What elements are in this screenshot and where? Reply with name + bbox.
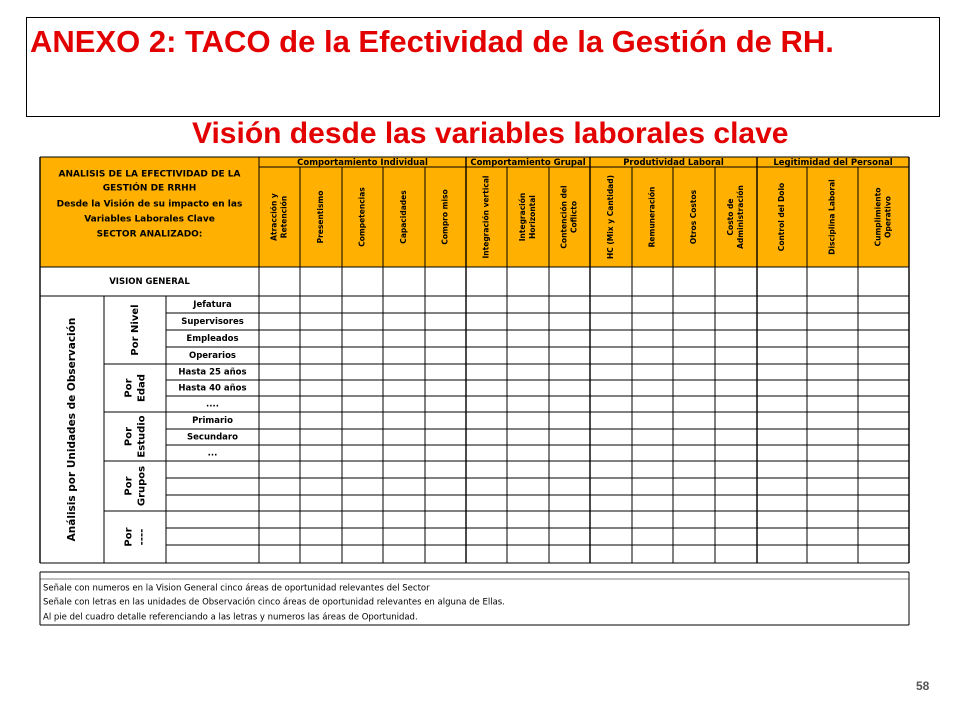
column-header: Administración xyxy=(736,185,745,249)
note-line: Al pie del cuadro detalle referenciando a las letras y numeros las áreas de Oportunidad. xyxy=(43,612,418,623)
section-label: ---- xyxy=(136,528,148,546)
header-box-line: GESTIÓN DE RRHH xyxy=(102,183,197,194)
page-subtitle: Visión desde las variables laborales clave xyxy=(192,117,789,150)
section-label: Por xyxy=(123,378,135,398)
column-header: HC (Mix y Cantidad) xyxy=(606,174,615,260)
row-label: .... xyxy=(206,399,219,410)
section-label: Estudio xyxy=(136,415,148,458)
note-line: Señale con letras en las unidades de Observación cinco áreas de oportunidad relevantes en alguna de Ellas. xyxy=(43,597,505,608)
header-box-line: SECTOR ANALIZADO: xyxy=(96,229,203,240)
column-header: Remuneración xyxy=(647,186,657,248)
page-title: ANEXO 2: TACO de la Efectividad de la Gestión de RH. xyxy=(30,24,834,59)
column-header: Coflicto xyxy=(569,201,579,233)
column-header: Integración xyxy=(518,192,527,242)
column-header: Control del Dolo xyxy=(777,182,786,252)
group-title: Produtividad Laboral xyxy=(623,158,724,168)
section-label: Edad xyxy=(136,374,148,402)
note-line: Señale con numeros en la Vision General cinco áreas de oportunidad relevantes del Sector xyxy=(43,583,430,594)
row-label: Empleados xyxy=(186,334,239,344)
header-box-line: ANALISIS DE LA EFECTIVIDAD DE LA xyxy=(58,169,241,180)
vision-general-label: VISION GENERAL xyxy=(109,277,190,287)
header-box-line: Variables Laborales Clave xyxy=(84,214,215,225)
row-label: Hasta 40 años xyxy=(178,383,247,394)
row-label: Primario xyxy=(192,416,233,426)
row-label: Hasta 25 años xyxy=(178,367,247,378)
column-header: Compro miso xyxy=(440,189,450,245)
row-label: Supervisores xyxy=(181,317,244,327)
column-header: Retención xyxy=(279,195,289,239)
row-label: Secundaro xyxy=(187,432,238,443)
group-title: Comportamiento Individual xyxy=(297,158,428,168)
header-box-line: Desde la Visión de su impacto en las xyxy=(56,199,243,210)
group-title: Legitimidad del Personal xyxy=(773,158,893,168)
column-header: Integración vertical xyxy=(481,175,491,259)
column-header: Competencias xyxy=(357,187,367,247)
group-title: Comportamiento Grupal xyxy=(470,158,586,168)
section-label: Por xyxy=(123,426,135,447)
section-label: Por xyxy=(123,527,135,547)
column-header: Cumplimiento xyxy=(873,187,883,247)
row-label: Jefatura xyxy=(193,300,232,310)
section-label: Por Nivel xyxy=(130,304,141,356)
page-number: 58 xyxy=(916,679,930,693)
section-label: Por xyxy=(123,476,135,496)
analysis-label: Análisis por Unidades de Observación xyxy=(66,317,78,542)
column-header: Contención del xyxy=(559,185,569,249)
column-header: Disciplina Laboral xyxy=(827,179,837,255)
column-header: Otros Costos xyxy=(689,189,698,245)
section-label: Grupos xyxy=(136,465,148,507)
column-header: Presentismo xyxy=(316,190,325,244)
column-header: Operativo xyxy=(883,196,893,238)
row-label: Operarios xyxy=(188,351,237,361)
column-header: Horizontal xyxy=(528,195,537,239)
row-label: ... xyxy=(207,448,218,459)
column-header: Capacidades xyxy=(399,190,408,244)
column-header: Atracción y xyxy=(269,193,279,241)
column-header: Costo de xyxy=(726,198,735,236)
